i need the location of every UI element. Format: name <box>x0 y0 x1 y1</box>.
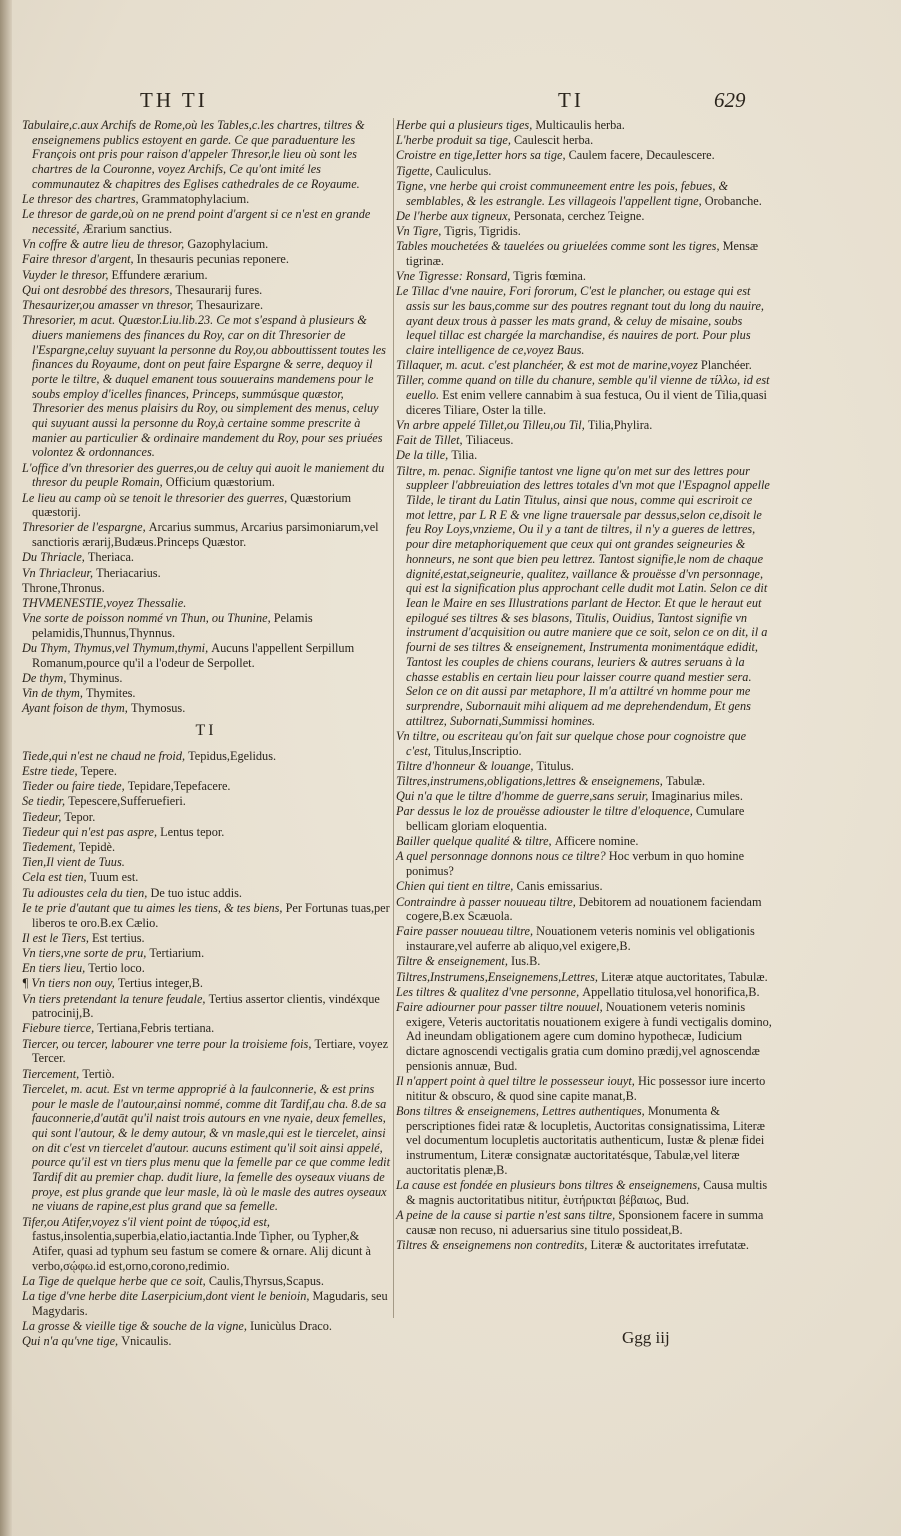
dictionary-entry <box>22 1274 390 1289</box>
entry-french: Tifer,ou Atifer,voyez s'il vient point de τύφος,id est, <box>22 1214 270 1229</box>
dictionary-entry <box>22 237 390 252</box>
entry-latin: Grammatophylacium. <box>141 192 250 207</box>
dictionary-entry <box>22 1067 390 1082</box>
entry-french: Se tiedir, <box>22 794 69 809</box>
entry-french: Par dessus le loz de prouësse adiouster le tiltre d'eloquence, <box>396 804 696 819</box>
entry-french: Le thresor de garde,où on ne prend point d'argent si ce n'est en grande necessité, <box>22 207 371 236</box>
entry-latin: Tilia,Phylira. <box>587 418 653 433</box>
entry-latin: Theriaca. <box>87 550 134 565</box>
entry-french: Tiercer, ou tercer, labourer vne terre pour la troisieme fois, <box>22 1036 315 1051</box>
dictionary-entry <box>396 895 772 924</box>
entry-french: Du Thriacle, <box>22 550 88 565</box>
dictionary-entry <box>22 870 390 885</box>
dictionary-entry <box>22 886 390 901</box>
dictionary-entry <box>22 686 390 701</box>
entry-french: Le lieu au camp où se tenoit le thresorier des guerres, <box>22 490 291 505</box>
running-head-center: TI <box>558 88 584 112</box>
entry-french: L'herbe produit sa tige, <box>396 133 514 148</box>
entry-french: Tiltres,Instrumens,Enseignemens,Lettres, <box>396 969 602 984</box>
dictionary-entry <box>22 961 390 976</box>
dictionary-entry <box>22 794 390 809</box>
entry-latin: Lentus tepor. <box>160 824 225 839</box>
entry-latin: Gazophylacium. <box>187 237 269 252</box>
entry-latin: Tuum est. <box>89 870 139 885</box>
entry-french: Faire thresor d'argent, <box>22 252 137 267</box>
dictionary-entry <box>396 954 772 969</box>
dictionary-entry <box>396 774 772 789</box>
entry-french: Vne Tigresse: Ronsard, <box>396 269 514 284</box>
entry-latin: Per Fortunas tuas,per liberos te oro.B.ex Cælio. <box>32 900 390 930</box>
entry-latin: Tigris, Tigridis. <box>444 223 521 238</box>
dictionary-entry <box>22 1289 390 1318</box>
dictionary-entry <box>22 207 390 236</box>
entry-french: A peine de la cause si partie n'est sans tiltre, <box>396 1207 619 1222</box>
entry-latin: Tepere. <box>80 764 117 779</box>
entry-french: Tigette, <box>396 163 436 178</box>
dictionary-entry <box>22 268 390 283</box>
book-gutter <box>0 0 12 1536</box>
entry-latin: Tepidus,Egelidus. <box>188 748 277 763</box>
entry-latin: Thesaurizare. <box>196 297 264 312</box>
entry-latin: Nouationem veteris nominis exigere, Veteris auctoritatis nouationem exigere à fundi vectigalis domino, Ad ineundam obligationem agere cum domino hypothecæ, Iudicium dictare agnoscendi vectigalis gratia cum domino prædij,vel agnoscendæ pensionis annuæ, Bud. <box>406 999 772 1073</box>
dictionary-entry <box>22 840 390 855</box>
entry-latin: Caulescit herba. <box>513 133 594 148</box>
entry-french: Tiede,qui n'est ne chaud ne froid, <box>22 748 189 763</box>
dictionary-entry <box>396 789 772 804</box>
dictionary-entry <box>22 825 390 840</box>
entry-french: Vne sorte de poisson nommé vn Thun, ou Thunine, <box>22 611 274 626</box>
dictionary-entry <box>22 118 390 192</box>
entry-latin: Sponsionem facere in summa causæ non recuso, ni aduersarius sine titulo possideat,B. <box>406 1207 764 1237</box>
entry-latin: Tertius assertor clientis, vindéxque patrocinij,B. <box>32 991 380 1021</box>
entry-french: Thresorier, m acut. Quæstor.Liu.lib.23. Ce mot s'espand à plusieurs & diuers maniemens des finances du Roy, car on dit Thresorier de l'Espargne,celuy suyuant la personne du Roy,ou abbouttissent toutes les finances du Royaume, dont on peut faire Espargne & serre, dequoy il porte le tiltre, & duquel emanent tous souuerains mandemens pour le soubs employ d'icelles finances, Princeps, summúsque quæstor, Thresorier des menus plaisirs du Roy, ou simplement des menus, celuy qui suyuant aussi la personne du Roy,à certaine somme prescrite à manier au particulier & ordinaire mandement du Roy, pour ses priuées volontez & ordonnances. <box>22 313 386 460</box>
entry-french: Tien,Il vient de Tuus. <box>22 855 125 870</box>
entry-latin: Aucuns l'appellent Serpillum Romanum,pource qu'il a l'odeur de Serpollet. <box>32 641 355 670</box>
entry-french: De thym, <box>22 671 70 686</box>
entry-latin: Pelamis pelamidis,Thunnus,Thynnus. <box>32 611 313 640</box>
dictionary-entry <box>22 1021 390 1036</box>
dictionary-entry <box>22 298 390 313</box>
entry-french: L'office d'vn thresorier des guerres,ou de celuy qui auoit le maniement du thresor du peuple Romain, <box>22 460 385 490</box>
entry-latin: Quæstorium quæstorij. <box>32 490 352 520</box>
dictionary-entry <box>396 239 772 268</box>
entry-french: Chien qui tient en tiltre, <box>396 879 517 894</box>
entry-latin: Tertio loco. <box>88 961 145 976</box>
entry-latin: Caulem facere, Decaulescere. <box>568 148 715 163</box>
dictionary-entry <box>22 611 390 640</box>
dictionary-entry <box>22 313 390 460</box>
entry-french: La grosse & vieille tige & souche de la vigne, <box>22 1319 251 1334</box>
entry-latin: Tertiò. <box>82 1066 115 1081</box>
entry-latin: Cauliculus. <box>435 163 492 178</box>
entry-french: Tiltres & enseignemens non contredits, <box>396 1237 591 1252</box>
entry-latin: Orobanche. <box>704 193 762 208</box>
dictionary-entry <box>22 641 390 670</box>
dictionary-entry <box>396 133 772 148</box>
entry-french: Du Thym, Thymus,vel Thymum,thymi, <box>22 641 212 656</box>
section-subhead: TI <box>195 722 217 740</box>
entry-french: Il est le Tiers, <box>22 930 93 945</box>
dictionary-entry <box>22 461 390 490</box>
entry-latin: Tepor. <box>64 809 96 824</box>
dictionary-entry <box>396 985 772 1000</box>
entry-french: Le thresor des chartres, <box>22 192 142 207</box>
entry-french: A quel personnage donnons nous ce tiltre? <box>396 849 609 864</box>
left-column <box>22 118 390 1349</box>
entry-french: De l'herbe aux tigneux, <box>396 208 514 223</box>
entry-latin: Est enim vellere cannabim à sua festuca, Ou il vient de Tilia,quasi diceres Tiliare, Oster la tille. <box>406 388 767 417</box>
dictionary-entry <box>22 252 390 267</box>
entry-french: Tabulaire,c.aux Archifs de Rome,où les Tables,c.les chartres, tiltres & enseignemens publics estoyent en garde. Ce que paraduenture les François ont pris pour raison d'appeler Thresor,le lieu où sont les chartres de la Couronne, voyez Archifs, Ce qu'ont imité les communautez & chapitres des Eglises cathedrales de ce Royaume. <box>22 118 365 191</box>
entry-latin: Titulus,Inscriptio. <box>433 743 522 758</box>
entry-french: ¶ Vn tiers non ouy, <box>22 976 118 991</box>
dictionary-entry <box>22 1037 390 1066</box>
entry-latin: Est tertius. <box>92 930 145 945</box>
dictionary-entry <box>22 520 390 549</box>
entry-french: Vn tiers pretendant la tenure feudale, <box>22 991 209 1006</box>
dictionary-entry <box>396 1104 772 1178</box>
entry-latin: Appellatio titulosa,vel honorifica,B. <box>582 984 760 999</box>
entry-latin: Titulus. <box>536 758 575 773</box>
dictionary-entry <box>22 1334 390 1349</box>
entry-latin: Causa multis & magnis auctoritatibus nititur, ἐυτήρικται βέβαιως, Bud. <box>406 1177 768 1207</box>
entry-french: Faire adiourner pour passer tiltre nouuel, <box>396 999 606 1014</box>
entry-latin: Ærarium sanctius. <box>82 221 173 236</box>
entry-latin: Debitorem ad nouationem faciendam cogere,B.ex Scæuola. <box>406 894 762 924</box>
dictionary-entry <box>22 901 390 930</box>
dictionary-entry <box>22 976 390 991</box>
entry-french: En tiers lieu, <box>22 961 89 976</box>
dictionary-entry <box>396 164 772 179</box>
column-divider <box>393 118 394 1318</box>
entry-latin: Tertiana,Febris tertiana. <box>97 1021 215 1036</box>
entry-latin: Tepescere,Sufferuefieri. <box>68 794 186 809</box>
entry-latin: De tuo istuc addis. <box>150 885 242 900</box>
dictionary-entry <box>396 179 772 208</box>
entry-french: Tiltre d'honneur & louange, <box>396 758 537 773</box>
entry-french: Tiercement, <box>22 1066 83 1081</box>
dictionary-entry <box>22 1082 390 1214</box>
entry-latin: Tabulæ. <box>665 773 706 788</box>
entry-latin: Throne,Thronus. <box>22 580 105 595</box>
dictionary-entry <box>396 804 772 833</box>
entry-latin: Literæ & auctoritates irrefutatæ. <box>590 1237 749 1252</box>
dictionary-entry <box>22 550 390 565</box>
dictionary-entry <box>396 1178 772 1207</box>
dictionary-entry <box>396 284 772 358</box>
dictionary-entry <box>396 759 772 774</box>
running-head-left: TH TI <box>140 88 208 112</box>
dictionary-entry <box>22 992 390 1021</box>
entry-french: Qui n'a que le tiltre d'homme de guerre,sans seruir, <box>396 789 652 804</box>
entry-french: Tiltre, m. penac. Signifie tantost vne ligne qu'on met sur des lettres pour suppleer l'abbreuiation des lettres totales d'vn mot que l'Espagnol appelle Tilde, le tirant du Latin Titulus, ainsi que nous, comme qui escriroit ce mot lettre, par L R E & vne ligne trauersale par dessus,selon ce,disoit le feu Roy Loys,vnzieme, Ou il y a tant de tiltres, il n'y a gueres de lettres, pour dire metaphoriquement que ceux qui ont grandes seigneuries & honneurs, ne sont que bien peu lettrez. Tantost signifie,le nom de chaque dignité,estat,seigneurie, qualitez, vaillance & prouësse d'vn personnage, qui est la signification plus approchant celle dudit mot Latin. Selon ce dit Iean le Maire en ses Illustrations parlant de Hector. Et que le heraut eut epilogué ses tiltres & ses blasons, Titulis, Ouidius, Tantost signifie vn instrument d'acquisition ou autre maniere que ce soit, selon ce on dit, il a fourni de ses tiltres & enseignement, Instrumenta monimentáque edidit, Tantost les couples de chiens courans, leuriers & autres seruans à la chasse establis en certain lieu pour laisser courre quand mestier sera. Selon ce on dit aussi par metaphore, Il m'a attiltré vn homme pour me surprendre, Subornauit mihi aliquem ad me deprehendendum, Et gens attiltrez, Subornati,Summissi homines. <box>396 463 770 728</box>
entry-french: Tu adioustes cela du tien, <box>22 885 151 900</box>
dictionary-entry <box>396 373 772 417</box>
entry-french: Thresorier de l'espargne, <box>22 520 149 535</box>
entry-latin: Planchéer. <box>700 358 752 373</box>
dictionary-entry <box>22 596 390 611</box>
left-entries-b <box>22 749 390 1349</box>
entry-french: Tiercelet, m. acut. Est vn terme approprié à la faulconnerie, & est prins pour le masle de l'autour,ainsi nommé, comme dit Tardif,au cha. 8.de sa fauconnerie,d'autāt qu'il naist trois autours en vne nyaie, deux femelles, qui sont l'autour, & le demy autour, & vn masle,qui est le tiercelet, ainsi on dit c'est vn tiercelet d'autour. aucuns estiment qu'il soit ainsi appelé, pource qu'il est vn tiers plus menu que la femelle par ce que comme ledit Tardif dit au premier chap. dudit liure, la femelle des oyseaux viuans de proye, est plus grande que leur masle, là où le masle des autres oyseaux ne viuans de rapine,est plus grand que sa femelle. <box>22 1081 391 1214</box>
entry-latin: Caulis,Thyrsus,Scapus. <box>208 1273 324 1288</box>
entry-latin: Arcarius summus, Arcarius parsimoniarum,vel sanctioris ærarij,Budæus.Princeps Quæstor. <box>32 520 379 550</box>
entry-french: Le Tillac d'vne nauire, Fori fororum, C'est le plancher, ou estage qui est assis sur les baus,comme sur des poutres regnant tout du long du nauire, ayant deux trous à passer les mats grand, & celuy de misaine, soubs lequel tillac est chargée la marchandise, és nauires de port. Pour plus claire intelligence de ce,voyez Baus. <box>396 284 764 358</box>
dictionary-entry <box>396 418 772 433</box>
dictionary-entry <box>396 358 772 373</box>
entry-french: Ayant foison de thym, <box>22 701 131 716</box>
entry-latin: Tertiare, voyez Tercer. <box>32 1036 389 1066</box>
entry-latin: In thesauris pecunias reponere. <box>136 252 289 267</box>
entry-latin: Officium quæstorium. <box>165 475 275 490</box>
dictionary-entry <box>22 764 390 779</box>
entry-latin: Tepidè. <box>78 840 116 855</box>
dictionary-entry <box>396 118 772 133</box>
entry-latin: Effundere ærarium. <box>111 267 208 282</box>
entry-french: Estre tiede, <box>22 764 81 779</box>
entry-latin: Personata, cerchez Teigne. <box>513 208 645 223</box>
dictionary-entry <box>22 855 390 870</box>
entry-french: Qui ont desrobbé des thresors, <box>22 282 176 297</box>
entry-french: Vn tiers,vne sorte de pru, <box>22 945 150 960</box>
dictionary-entry <box>22 931 390 946</box>
dictionary-entry <box>396 148 772 163</box>
dictionary-entry <box>396 448 772 463</box>
dictionary-entry <box>396 209 772 224</box>
entry-french: Tieder ou faire tiede, <box>22 779 128 794</box>
entry-latin: Literæ atque auctoritates, Tabulæ. <box>601 969 768 984</box>
dictionary-entry <box>396 1208 772 1237</box>
dictionary-entry <box>396 1000 772 1074</box>
dictionary-entry <box>22 192 390 207</box>
dictionary-entry <box>22 1319 390 1334</box>
entry-latin: Tilia. <box>451 448 478 463</box>
dictionary-entry <box>22 701 390 716</box>
entry-latin: Cumulare bellicam gloriam eloquentia. <box>406 804 745 834</box>
entry-latin: Thesaurarij fures. <box>175 282 263 297</box>
entry-french: Tiller, comme quand on tille du chanure, semble qu'il vienne de τίλλω, id est euello. <box>396 373 770 403</box>
dictionary-entry <box>396 879 772 894</box>
entry-latin: Vnicaulis. <box>121 1334 172 1349</box>
entry-latin: Hoc verbum in quo homine ponimus? <box>406 849 745 879</box>
entry-french: Vn arbre appelé Tillet,ou Tilleu,ou Til, <box>396 418 588 433</box>
dictionary-entry <box>22 581 390 596</box>
entry-french: Vn tiltre, ou escriteau qu'on fait sur quelque chose pour cognoistre que c'est, <box>396 728 747 758</box>
entry-latin: Thymosus. <box>130 701 186 716</box>
dictionary-entry <box>22 283 390 298</box>
entry-french: Bons tiltres & enseignemens, Lettres authentiques, <box>396 1103 648 1118</box>
entry-french: Contraindre à passer nouueau tiltre, <box>396 894 579 909</box>
dictionary-entry <box>22 946 390 961</box>
right-entries <box>396 118 772 1252</box>
entry-french: Tigne, vne herbe qui croist communeement entre les pois, febues, & semblables, & les estrangle. Les villageois l'appellent tigne, <box>396 178 729 208</box>
dictionary-entry <box>22 566 390 581</box>
entry-french: Tables mouchetées & tauelées ou griuelées comme sont les tigres, <box>396 239 723 254</box>
entry-french: Herbe qui a plusieurs tiges, <box>396 118 536 132</box>
dictionary-entry <box>396 224 772 239</box>
entry-french: Croistre en tige,Ietter hors sa tige, <box>396 148 569 163</box>
entry-french: La tige d'vne herbe dite Laserpicium,dont vient le benioin, <box>22 1289 313 1304</box>
entry-french: Cela est tien, <box>22 870 90 885</box>
entry-latin: Afficere nomine. <box>554 834 639 849</box>
right-column <box>396 118 772 1253</box>
entry-french: Bailler quelque qualité & tiltre, <box>396 834 555 849</box>
dictionary-entry <box>22 810 390 825</box>
entry-latin: Theriacarius. <box>96 565 161 580</box>
entry-french: Tiedement, <box>22 840 79 855</box>
entry-latin: Mensæ tigrinæ. <box>406 239 759 268</box>
entry-latin: Multicaulis herba. <box>535 118 625 132</box>
left-entries-a <box>22 118 390 716</box>
entry-french: Thesaurizer,ou amasser vn thresor, <box>22 297 197 312</box>
entry-french: Vin de thym, <box>22 686 86 701</box>
dictionary-entry <box>22 671 390 686</box>
entry-latin: Tigris fœmina. <box>513 269 586 284</box>
dictionary-entry <box>396 269 772 284</box>
dictionary-entry <box>396 433 772 448</box>
entry-latin: Tepidare,Tepefacere. <box>127 779 231 794</box>
entry-french: Tillaquer, m. acut. c'est planchéer, & est mot de marine,voyez <box>396 358 701 373</box>
dictionary-entry <box>396 849 772 878</box>
dictionary-entry <box>396 834 772 849</box>
entry-french: Tiltre & enseignement, <box>396 954 511 969</box>
entry-french: THVMENESTIE,voyez Thessalie. <box>22 596 187 610</box>
entry-french: Vuyder le thresor, <box>22 267 112 282</box>
entry-french: Les tiltres & qualitez d'vne personne, <box>396 984 583 999</box>
dictionary-entry <box>396 729 772 758</box>
entry-latin: Tiliaceus. <box>465 433 514 448</box>
entry-latin: Hic possessor iure incerto nititur & obscuro, & quod sine capite manat,B. <box>406 1074 766 1103</box>
entry-latin: fastus,insolentia,superbia,elatio,iactantia.Inde Tipher, ou Typher,& Atifer, quasi ad typhum seu fastum se comere & ornare. Alij dicunt à verbo,σῴφω.id est,orno,corono,redimio. <box>32 1229 371 1273</box>
dictionary-entry <box>396 1074 772 1103</box>
dictionary-entry <box>396 970 772 985</box>
entry-french: Fiebure tierce, <box>22 1021 98 1036</box>
entry-latin: Imaginarius miles. <box>651 789 743 804</box>
entry-french: De la tille, <box>396 448 452 463</box>
dictionary-entry <box>396 924 772 953</box>
dictionary-entry <box>22 1215 390 1274</box>
entry-latin: Tertius integer,B. <box>117 976 203 991</box>
dictionary-entry <box>396 1238 772 1253</box>
entry-latin: Thyminus. <box>69 671 123 686</box>
entry-french: Vn Thriacleur, <box>22 565 97 580</box>
signature-mark: Ggg iij <box>622 1328 670 1347</box>
entry-french: Fait de Tillet, <box>396 433 466 448</box>
entry-french: Tiedeur qui n'est pas aspre, <box>22 824 161 839</box>
entry-french: Tiltres,instrumens,obligations,lettres & enseignemens, <box>396 773 666 788</box>
dictionary-entry <box>22 779 390 794</box>
entry-latin: Canis emissarius. <box>516 879 603 894</box>
entry-french: Il n'appert point à quel tiltre le possesseur iouyt, <box>396 1074 638 1088</box>
entry-latin: Iunicùlus Draco. <box>250 1319 332 1334</box>
entry-french: Faire passer nouueau tiltre, <box>396 924 537 939</box>
entry-latin: Thymites. <box>85 686 136 701</box>
entry-french: La cause est fondée en plusieurs bons tiltres & enseignemens, <box>396 1177 704 1192</box>
entry-french: Ie te prie d'autant que tu aimes les tiens, & tes biens, <box>22 900 286 915</box>
entry-french: Qui n'a qu'vne tige, <box>22 1334 122 1349</box>
entry-french: Vn Tigre, <box>396 223 445 238</box>
entry-latin: Monumenta & perscriptiones fidei ratæ & locupletis, Auctoritas consignatissima, Literæ vel documentum locupletis auctoritatis authenticum, Iustæ & plenæ fidei instrumentum, Literæ consignatæ auctoritatésque, Tabulæ,vel literæ auctoritatis plenæ,B. <box>406 1103 765 1177</box>
entry-latin: Ius.B. <box>510 954 541 969</box>
dictionary-entry <box>22 749 390 764</box>
dictionary-entry <box>396 464 772 729</box>
entry-latin: Tertiarium. <box>149 945 205 960</box>
entry-latin: Magudaris, seu Magydaris. <box>32 1289 388 1318</box>
dictionary-entry <box>22 491 390 520</box>
entry-latin: Nouationem veteris nominis vel obligationis instaurare,vel auferre ab aliquo,vel exigere,B. <box>406 924 755 954</box>
entry-french: La Tige de quelque herbe que ce soit, <box>22 1273 209 1288</box>
entry-french: Vn coffre & autre lieu de thresor, <box>22 237 188 252</box>
page-number: 629 <box>714 88 746 112</box>
entry-french: Tiedeur, <box>22 809 65 824</box>
